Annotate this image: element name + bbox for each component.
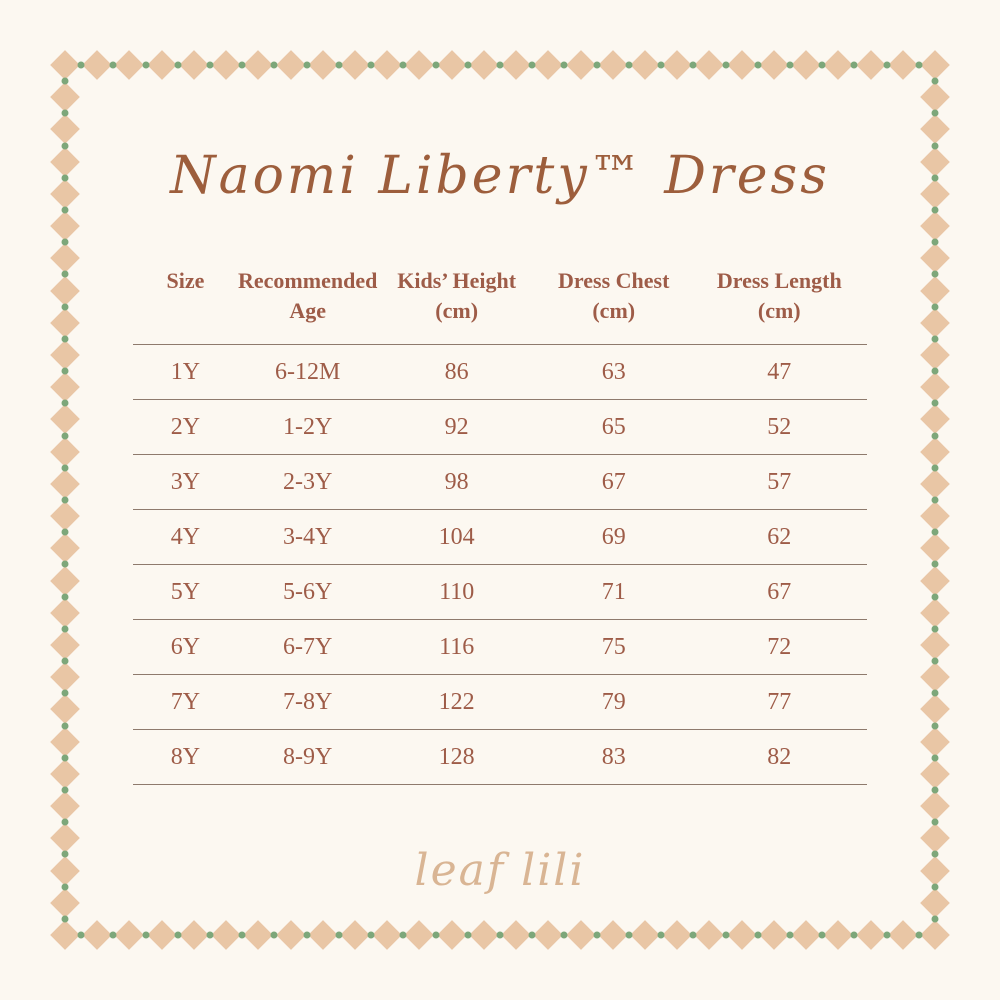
table-cell: 7-8Y xyxy=(238,675,377,730)
table-cell: 3-4Y xyxy=(238,510,377,565)
border-dot xyxy=(62,271,69,278)
border-diamond xyxy=(920,469,950,499)
border-diamond xyxy=(50,276,80,306)
product-title: Naomi Liberty™ Dress xyxy=(170,146,830,206)
border-diamond xyxy=(50,566,80,596)
border-dot xyxy=(883,62,890,69)
border-diamond xyxy=(405,920,435,950)
column-header: Recommended Age xyxy=(238,252,377,345)
border-dot xyxy=(62,400,69,407)
border-diamond xyxy=(759,50,789,80)
border-diamond xyxy=(50,437,80,467)
table-cell: 47 xyxy=(692,345,867,400)
border-dot xyxy=(722,932,729,939)
border-dot xyxy=(932,722,939,729)
border-dot xyxy=(142,62,149,69)
border-dot xyxy=(787,62,794,69)
border-dot xyxy=(625,62,632,69)
border-dot xyxy=(497,932,504,939)
table-cell: 3Y xyxy=(133,455,238,510)
border-diamond xyxy=(791,920,821,950)
border-dot xyxy=(883,932,890,939)
border-diamond xyxy=(920,566,950,596)
border-dot xyxy=(239,932,246,939)
table-row xyxy=(133,345,867,400)
table-row xyxy=(133,730,867,785)
table-row xyxy=(133,400,867,455)
table-cell: 63 xyxy=(536,345,692,400)
border-diamond xyxy=(920,276,950,306)
brand-logo: leaf lili xyxy=(414,845,586,896)
border-diamond xyxy=(630,50,660,80)
border-dot xyxy=(932,335,939,342)
border-dot xyxy=(754,62,761,69)
border-diamond xyxy=(211,50,241,80)
border-diamond xyxy=(50,759,80,789)
border-dot xyxy=(62,915,69,922)
border-dot xyxy=(400,62,407,69)
size-table xyxy=(133,252,867,785)
border-diamond xyxy=(920,372,950,402)
border-diamond xyxy=(823,920,853,950)
border-dot xyxy=(78,932,85,939)
column-header: Dress Chest (cm) xyxy=(536,252,692,345)
border-diamond xyxy=(82,920,112,950)
border-diamond xyxy=(920,501,950,531)
border-diamond xyxy=(791,50,821,80)
border-diamond xyxy=(695,50,725,80)
border-dot xyxy=(561,932,568,939)
table-cell: 110 xyxy=(377,565,536,620)
border-dot xyxy=(62,335,69,342)
border-dot xyxy=(625,932,632,939)
border-diamond xyxy=(437,920,467,950)
table-cell: 77 xyxy=(692,675,867,730)
border-diamond xyxy=(501,920,531,950)
border-diamond xyxy=(920,405,950,435)
border-dot xyxy=(851,932,858,939)
border-dot xyxy=(62,497,69,504)
table-cell: 92 xyxy=(377,400,536,455)
border-diamond xyxy=(888,920,918,950)
border-diamond xyxy=(50,308,80,338)
border-dot xyxy=(658,62,665,69)
border-diamond xyxy=(630,920,660,950)
border-diamond xyxy=(115,50,145,80)
column-header: Dress Length (cm) xyxy=(692,252,867,345)
table-row xyxy=(133,510,867,565)
table-cell: 8-9Y xyxy=(238,730,377,785)
table-cell: 65 xyxy=(536,400,692,455)
border-dot xyxy=(368,932,375,939)
border-dot xyxy=(400,932,407,939)
border-diamond xyxy=(147,920,177,950)
table-row xyxy=(133,455,867,510)
table-cell: 83 xyxy=(536,730,692,785)
border-diamond xyxy=(50,662,80,692)
table-cell: 116 xyxy=(377,620,536,675)
border-dot xyxy=(62,625,69,632)
border-dot xyxy=(62,819,69,826)
table-cell: 75 xyxy=(536,620,692,675)
border-dot xyxy=(754,932,761,939)
border-diamond xyxy=(662,920,692,950)
size-table-header-row xyxy=(133,252,867,345)
border-dot xyxy=(593,62,600,69)
table-cell: 6-12M xyxy=(238,345,377,400)
border-dot xyxy=(464,62,471,69)
border-dot xyxy=(932,239,939,246)
border-diamond xyxy=(598,920,628,950)
table-cell: 67 xyxy=(536,455,692,510)
border-dot xyxy=(932,110,939,117)
table-cell: 86 xyxy=(377,345,536,400)
border-dot xyxy=(62,658,69,665)
border-dot xyxy=(174,62,181,69)
border-diamond xyxy=(920,662,950,692)
border-diamond xyxy=(920,340,950,370)
border-dot xyxy=(915,932,922,939)
border-diamond xyxy=(340,920,370,950)
border-diamond xyxy=(50,469,80,499)
border-diamond xyxy=(920,920,950,950)
border-dot xyxy=(932,368,939,375)
border-dot xyxy=(62,78,69,85)
border-diamond xyxy=(276,920,306,950)
border-dot xyxy=(432,932,439,939)
border-diamond xyxy=(920,308,950,338)
border-diamond xyxy=(469,920,499,950)
border-dot xyxy=(62,432,69,439)
border-dot xyxy=(62,529,69,536)
border-dot xyxy=(932,754,939,761)
border-dot xyxy=(787,932,794,939)
border-dot xyxy=(722,62,729,69)
border-dot xyxy=(932,625,939,632)
table-cell: 79 xyxy=(536,675,692,730)
table-cell: 6Y xyxy=(133,620,238,675)
border-diamond xyxy=(179,920,209,950)
border-diamond xyxy=(50,50,80,80)
border-diamond xyxy=(856,50,886,80)
border-dot xyxy=(271,62,278,69)
border-diamond xyxy=(243,920,273,950)
table-cell: 2-3Y xyxy=(238,455,377,510)
border-dot xyxy=(932,561,939,568)
border-dot xyxy=(561,62,568,69)
border-diamond xyxy=(533,920,563,950)
border-dot xyxy=(932,400,939,407)
table-cell: 104 xyxy=(377,510,536,565)
border-diamond xyxy=(920,695,950,725)
border-diamond xyxy=(695,920,725,950)
border-dot xyxy=(239,62,246,69)
table-cell: 52 xyxy=(692,400,867,455)
border-diamond xyxy=(372,50,402,80)
border-dot xyxy=(142,932,149,939)
border-dot xyxy=(110,62,117,69)
border-diamond xyxy=(598,50,628,80)
border-diamond xyxy=(469,50,499,80)
border-diamond xyxy=(179,50,209,80)
border-dot xyxy=(110,932,117,939)
table-cell: 67 xyxy=(692,565,867,620)
border-diamond xyxy=(920,243,950,273)
border-diamond xyxy=(82,50,112,80)
border-dot xyxy=(932,529,939,536)
border-dot xyxy=(819,62,826,69)
border-dot xyxy=(62,754,69,761)
border-diamond xyxy=(50,405,80,435)
border-diamond xyxy=(920,630,950,660)
border-dot xyxy=(62,464,69,471)
border-diamond xyxy=(920,533,950,563)
border-dot xyxy=(271,932,278,939)
border-dot xyxy=(303,62,310,69)
border-diamond xyxy=(276,50,306,80)
border-dot xyxy=(819,932,826,939)
table-cell: 1-2Y xyxy=(238,400,377,455)
table-cell: 5Y xyxy=(133,565,238,620)
border-diamond xyxy=(115,920,145,950)
border-diamond xyxy=(920,598,950,628)
table-cell: 128 xyxy=(377,730,536,785)
border-dot xyxy=(690,932,697,939)
border-dot xyxy=(62,239,69,246)
border-dot xyxy=(368,62,375,69)
table-cell: 98 xyxy=(377,455,536,510)
border-diamond xyxy=(50,82,80,112)
border-dot xyxy=(915,62,922,69)
border-diamond xyxy=(566,920,596,950)
border-dot xyxy=(690,62,697,69)
table-cell: 62 xyxy=(692,510,867,565)
border-diamond xyxy=(50,598,80,628)
border-diamond xyxy=(50,920,80,950)
border-diamond xyxy=(920,437,950,467)
border-dot xyxy=(932,497,939,504)
table-row xyxy=(133,675,867,730)
border-diamond xyxy=(920,82,950,112)
border-dot xyxy=(932,658,939,665)
border-dot xyxy=(62,561,69,568)
border-dot xyxy=(62,787,69,794)
table-cell: 2Y xyxy=(133,400,238,455)
border-dot xyxy=(432,62,439,69)
border-diamond xyxy=(727,50,757,80)
border-diamond xyxy=(50,695,80,725)
border-diamond xyxy=(920,791,950,821)
border-dot xyxy=(658,932,665,939)
table-row xyxy=(133,620,867,675)
border-dot xyxy=(78,62,85,69)
table-cell: 82 xyxy=(692,730,867,785)
border-dot xyxy=(932,915,939,922)
border-diamond xyxy=(50,372,80,402)
border-diamond xyxy=(566,50,596,80)
table-cell: 72 xyxy=(692,620,867,675)
table-cell: 8Y xyxy=(133,730,238,785)
border-dot xyxy=(932,432,939,439)
border-diamond xyxy=(856,920,886,950)
border-diamond xyxy=(50,727,80,757)
border-dot xyxy=(207,62,214,69)
border-diamond xyxy=(147,50,177,80)
border-dot xyxy=(529,62,536,69)
border-dot xyxy=(207,932,214,939)
border-diamond xyxy=(211,920,241,950)
border-dot xyxy=(335,932,342,939)
table-cell: 1Y xyxy=(133,345,238,400)
border-dot xyxy=(335,62,342,69)
border-diamond xyxy=(50,791,80,821)
border-diamond xyxy=(727,920,757,950)
border-diamond xyxy=(308,50,338,80)
table-cell: 122 xyxy=(377,675,536,730)
border-dot xyxy=(174,932,181,939)
border-diamond xyxy=(405,50,435,80)
border-dot xyxy=(932,819,939,826)
table-row xyxy=(133,565,867,620)
border-diamond xyxy=(662,50,692,80)
size-table-body xyxy=(133,345,867,785)
column-header: Kids’ Height (cm) xyxy=(377,252,536,345)
border-diamond xyxy=(920,759,950,789)
border-diamond xyxy=(50,243,80,273)
border-dot xyxy=(932,464,939,471)
border-diamond xyxy=(437,50,467,80)
border-diamond xyxy=(50,501,80,531)
border-diamond xyxy=(533,50,563,80)
border-dot xyxy=(593,932,600,939)
column-header: Size xyxy=(133,252,238,345)
border-diamond xyxy=(759,920,789,950)
border-diamond xyxy=(243,50,273,80)
border-dot xyxy=(62,722,69,729)
border-dot xyxy=(529,932,536,939)
table-cell: 57 xyxy=(692,455,867,510)
table-cell: 4Y xyxy=(133,510,238,565)
border-diamond xyxy=(308,920,338,950)
border-dot xyxy=(497,62,504,69)
border-dot xyxy=(62,110,69,117)
border-diamond xyxy=(920,50,950,80)
border-diamond xyxy=(340,50,370,80)
border-dot xyxy=(851,62,858,69)
border-dot xyxy=(932,787,939,794)
border-diamond xyxy=(50,533,80,563)
border-dot xyxy=(62,303,69,310)
border-diamond xyxy=(501,50,531,80)
border-dot xyxy=(932,271,939,278)
border-dot xyxy=(464,932,471,939)
border-diamond xyxy=(920,727,950,757)
table-cell: 7Y xyxy=(133,675,238,730)
border-dot xyxy=(932,593,939,600)
border-diamond xyxy=(50,340,80,370)
border-dot xyxy=(932,690,939,697)
border-dot xyxy=(932,78,939,85)
border-dot xyxy=(62,368,69,375)
border-diamond xyxy=(372,920,402,950)
border-dot xyxy=(932,303,939,310)
border-diamond xyxy=(50,630,80,660)
table-cell: 5-6Y xyxy=(238,565,377,620)
table-cell: 69 xyxy=(536,510,692,565)
border-dot xyxy=(62,593,69,600)
table-cell: 6-7Y xyxy=(238,620,377,675)
border-diamond xyxy=(823,50,853,80)
border-dot xyxy=(303,932,310,939)
border-dot xyxy=(62,690,69,697)
table-cell: 71 xyxy=(536,565,692,620)
border-diamond xyxy=(888,50,918,80)
